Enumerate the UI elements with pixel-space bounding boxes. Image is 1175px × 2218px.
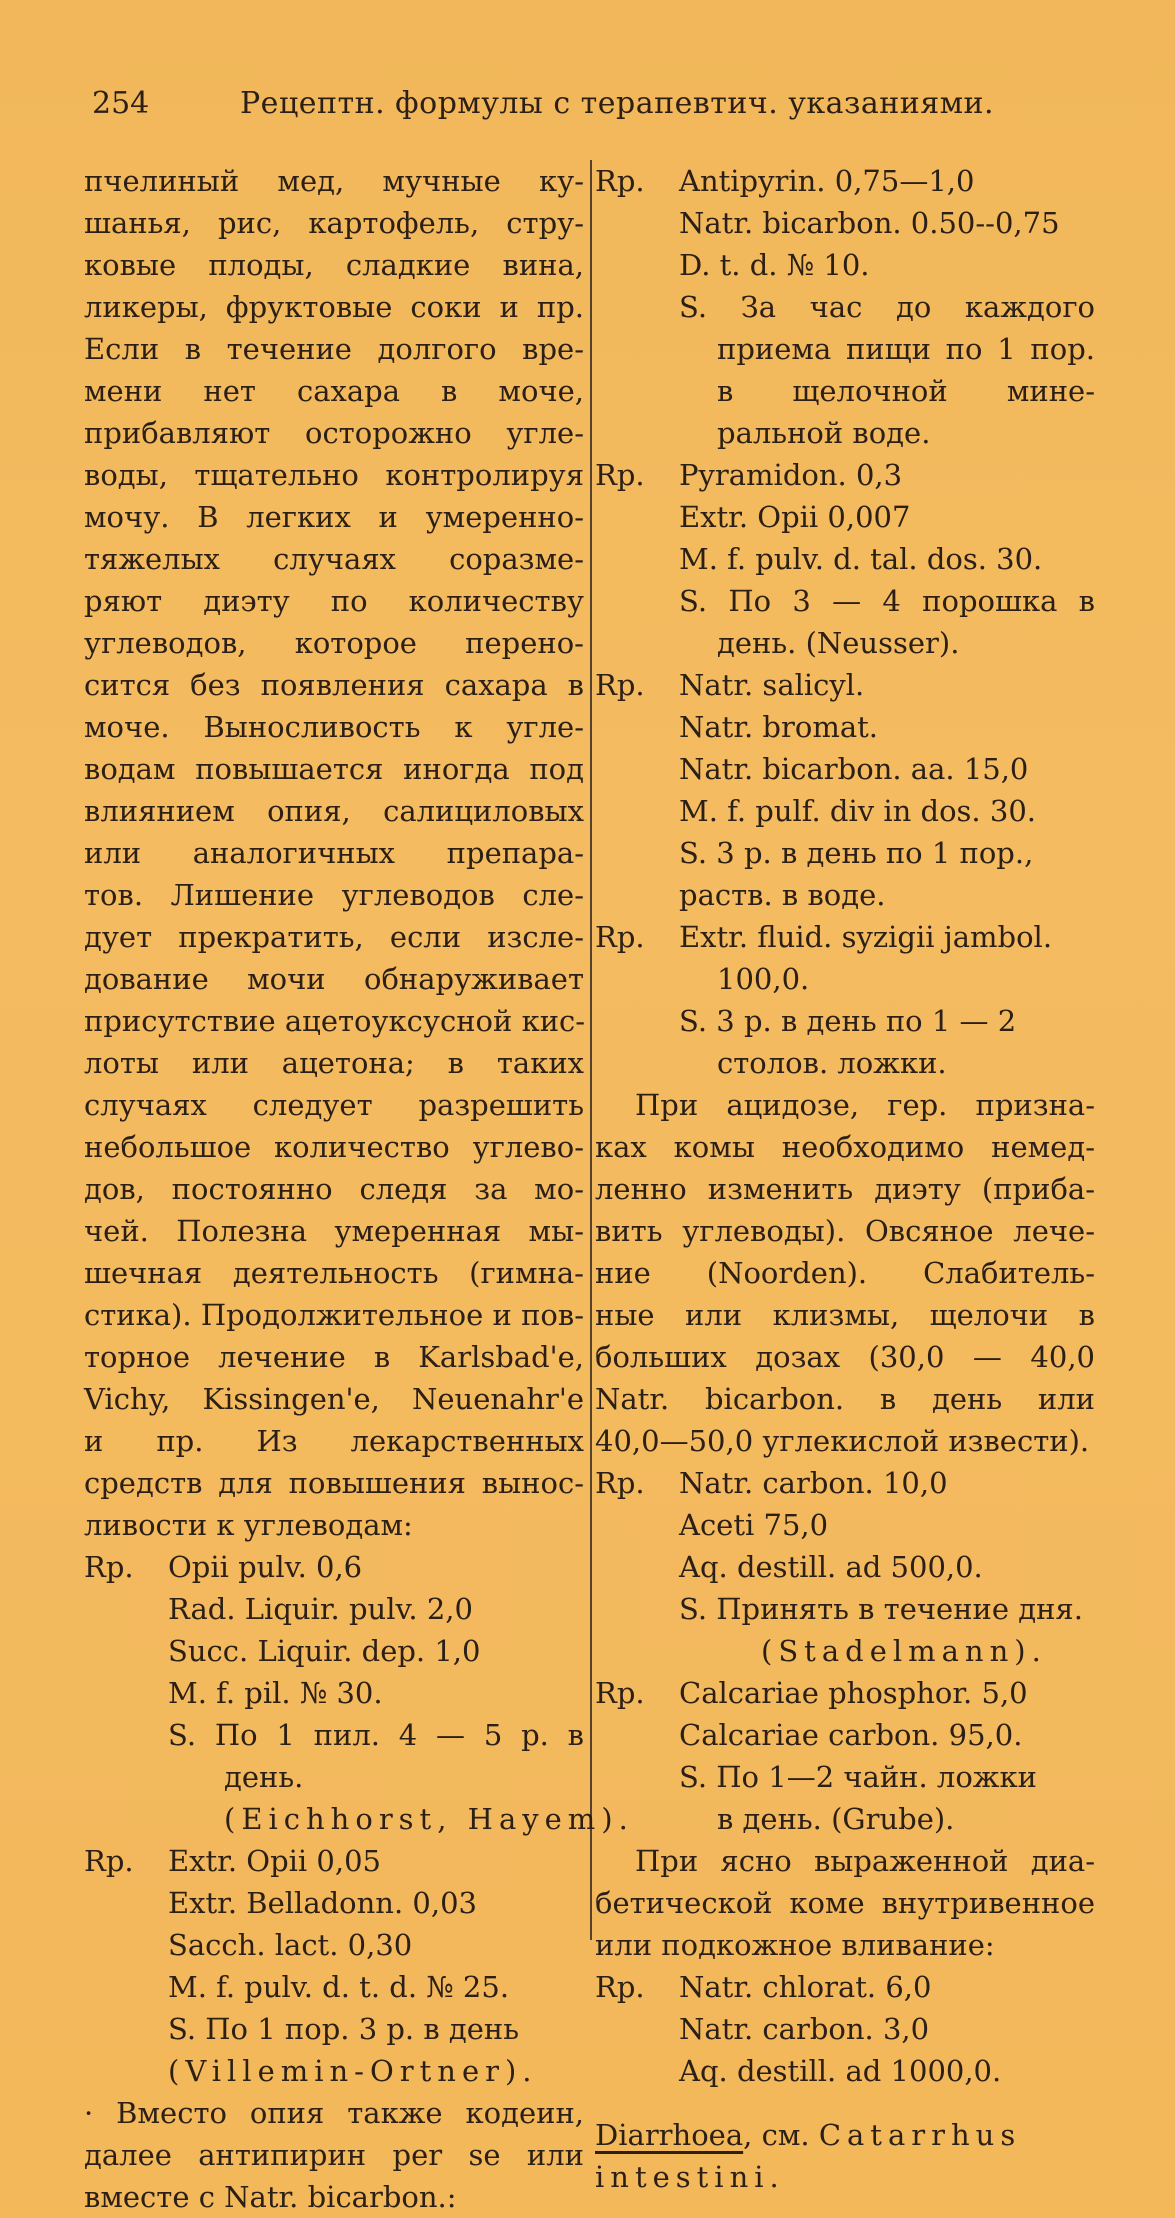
recipe-ingredient: Natr. bicarbon. 0.50--0,75 (679, 206, 1060, 240)
text-line: торное лечение в Karlsbad'e, (84, 1340, 584, 1374)
text-line: дование мочи обнаруживает (84, 962, 584, 996)
entry-reference: Catarrhus (818, 2118, 1022, 2152)
text-line: пчелиный мед, мучные ку- (84, 164, 584, 198)
recipe-label: Rp. (595, 1676, 645, 1710)
recipe-label: Rp. (595, 668, 645, 702)
recipe-ingredient: Aceti 75,0 (679, 1508, 829, 1542)
text-line: присутствие ацетоуксусной кис- (84, 1004, 586, 1038)
recipe-signature: приема пищи по 1 пор. (717, 332, 1095, 366)
text-line: прибавляют осторожно угле- (84, 416, 584, 450)
recipe-ingredient: M. f. pulf. div in dos. 30. (679, 794, 1036, 828)
recipe-ingredient: Natr. bromat. (679, 710, 878, 744)
text-line: При ясно выраженной диа- (635, 1844, 1095, 1878)
running-title: Рецептн. формулы с терапевтич. указаниями. (240, 86, 995, 121)
text-line: далее антипирин per se или (84, 2138, 584, 2172)
recipe-ingredient: 100,0. (717, 962, 810, 996)
recipe-label: Rp. (595, 920, 645, 954)
recipe-label: Rp. (595, 1466, 645, 1500)
text-line: тов. Лишение углеводов сле- (84, 878, 584, 912)
recipe-ingredient: Natr. carbon. 10,0 (679, 1466, 948, 1500)
text-line: больших дозах (30,0 — 40,0 (595, 1340, 1095, 1374)
recipe-ingredient: Natr. salicyl. (679, 668, 865, 702)
text-line: 40,0—50,0 углекислой извести). (595, 1424, 1090, 1458)
recipe-ingredient: Succ. Liquir. dep. 1,0 (168, 1634, 481, 1668)
text-line: ковые плоды, сладкие вина, (84, 248, 584, 282)
recipe-line (595, 454, 1095, 496)
recipe-ingredient: M. f. pulv. d. t. d. № 25. (168, 1970, 510, 2004)
text-line: влиянием опия, салициловых (84, 794, 584, 828)
recipe-ingredient: Opii pulv. 0,6 (168, 1550, 363, 1584)
left-column (84, 160, 634, 2218)
text-line: водам повышается иногда под (84, 752, 584, 786)
recipe-line (595, 664, 1095, 706)
text-line: ливости к углеводам: (84, 1508, 413, 1542)
recipe-author: (Stadelmann). (761, 1634, 1047, 1668)
recipe-ingredient: D. t. d. № 10. (679, 248, 870, 282)
recipe-ingredient: Extr. Belladonn. 0,03 (168, 1886, 477, 1920)
text-line: и пр. Из лекарственных (84, 1424, 584, 1458)
column-divider (590, 160, 592, 1940)
recipe-signature: в щелочной мине- (717, 374, 1095, 408)
recipe-ingredient: M. f. pil. № 30. (168, 1676, 383, 1710)
recipe-ingredient: Aq. destill. ad 1000,0. (679, 2054, 1002, 2088)
recipe-ingredient: Calcariae carbon. 95,0. (679, 1718, 1023, 1752)
right-column (595, 160, 1095, 2198)
text-line: лоты или ацетона; в таких (84, 1046, 584, 1080)
text-line: ряют диэту по количеству (84, 584, 584, 618)
entry-see: , см. (743, 2118, 810, 2152)
recipe-line (595, 1966, 1095, 2008)
recipe-ingredient: Natr. bicarbon. aa. 15,0 (679, 752, 1029, 786)
text-line: углеводов, которое перено- (84, 626, 584, 660)
text-line: бетической коме внутривенное (595, 1886, 1095, 1920)
recipe-ingredient: Natr. chlorat. 6,0 (679, 1970, 932, 2004)
text-line: случаях следует разрешить (84, 1088, 584, 1122)
text-line: ние (Noorden). Слабитель- (595, 1256, 1095, 1290)
recipe-signature: S. По 3 — 4 порошка в (679, 584, 1095, 618)
text-line: воды, тщательно контролируя (84, 458, 584, 492)
recipe-signature: ральной воде. (717, 416, 931, 450)
text-line: Vichy, Kissingen'e, Neuenahr'e (84, 1382, 584, 1416)
page-header (92, 86, 1102, 130)
recipe-line (84, 1546, 584, 1588)
text-line: вить углеводы). Овсяное лече- (595, 1214, 1095, 1248)
text-line: ленно изменить диэту (приба- (595, 1172, 1095, 1206)
text-line: ликеры, фруктовые соки и пр. (84, 290, 584, 324)
recipe-line (595, 916, 1095, 958)
recipe-label: Rp. (595, 1970, 645, 2004)
text-line: дов, постоянно следя за мо- (84, 1172, 584, 1206)
recipe-label: Rp. (84, 1550, 134, 1584)
text-line: шанья, рис, картофель, стру- (84, 206, 584, 240)
recipe-ingredient: Antipyrin. 0,75—1,0 (679, 164, 975, 198)
recipe-ingredient: Aq. destill. ad 500,0. (679, 1550, 983, 1584)
recipe-ingredient: Rad. Liquir. pulv. 2,0 (168, 1592, 473, 1626)
recipe-author: (Eichhorst, Hayem). (224, 1802, 634, 1836)
text-line: чей. Полезна умеренная мы- (84, 1214, 584, 1248)
text-line: При ацидозе, гер. призна- (635, 1088, 1095, 1122)
recipe-signature: S. По 1—2 чайн. ложки (679, 1760, 1037, 1794)
recipe-signature: S. По 1 пил. 4 — 5 р. в (168, 1718, 584, 1752)
recipe-signature: S. За час до каждого (679, 290, 1095, 324)
text-line: Если в течение долгого вре- (84, 332, 584, 366)
recipe-label: Rp. (84, 1844, 134, 1878)
recipe-label: Rp. (595, 164, 645, 198)
text-line: мени нет сахара в моче, (84, 374, 584, 408)
recipe-signature: S. Принять в течение дня. (679, 1592, 1083, 1626)
recipe-signature: в день. (Grube). (717, 1802, 955, 1836)
page-number: 254 (92, 86, 150, 121)
recipe-line (595, 1462, 1095, 1504)
text-line: · Вместо опия также кодеин, (84, 2096, 584, 2130)
text-line: Natr. bicarbon. в день или (595, 1382, 1095, 1416)
recipe-ingredient: Extr. Opii 0,007 (679, 500, 911, 534)
text-line: ные или клизмы, щелочи в (595, 1298, 1095, 1332)
recipe-signature: столов. ложки. (717, 1046, 947, 1080)
recipe-line (595, 160, 1095, 202)
entry-reference: intestini. (595, 2160, 785, 2194)
text-line: или аналогичных препара- (84, 836, 584, 870)
recipe-label: Rp. (595, 458, 645, 492)
recipe-ingredient: M. f. pulv. d. tal. dos. 30. (679, 542, 1043, 576)
recipe-line (595, 1672, 1095, 1714)
recipe-author: (Villemin-Ortner). (168, 2054, 538, 2088)
text-line: средств для повышения вынос- (84, 1466, 584, 1500)
recipe-signature: S. 3 р. в день по 1 — 2 (679, 1004, 1017, 1038)
recipe-ingredient: Sacch. lact. 0,30 (168, 1928, 413, 1962)
text-line: сится без появления сахара в (84, 668, 584, 702)
text-line: тяжелых случаях соразме- (84, 542, 584, 576)
recipe-signature: день. (224, 1760, 304, 1794)
text-line: небольшое количество углево- (84, 1130, 584, 1164)
text-line: стика). Продолжительное и пов- (84, 1298, 584, 1332)
text-line: ках комы необходимо немед- (595, 1130, 1095, 1164)
recipe-signature: день. (Neusser). (717, 626, 960, 660)
recipe-line (84, 1840, 584, 1882)
recipe-ingredient: Extr. Opii 0,05 (168, 1844, 381, 1878)
text-line: шечная деятельность (гимна- (84, 1256, 584, 1290)
text-line: мочу. В легких и умеренно- (84, 500, 584, 534)
recipe-ingredient: Natr. carbon. 3,0 (679, 2012, 930, 2046)
recipe-ingredient: Extr. fluid. syzigii jambol. (679, 920, 1053, 954)
text-line: дует прекратить, если изсле- (84, 920, 584, 954)
recipe-signature: раств. в воде. (679, 878, 886, 912)
entry-term: Diarrhoea (595, 2118, 744, 2152)
dictionary-entry (595, 2114, 1095, 2156)
text-line: моче. Выносливость к угле- (84, 710, 584, 744)
text-line: вместе с Natr. bicarbon.: (84, 2180, 457, 2214)
recipe-ingredient: Calcariae phosphor. 5,0 (679, 1676, 1028, 1710)
recipe-ingredient: Pyramidon. 0,3 (679, 458, 903, 492)
recipe-signature: S. По 1 пор. 3 р. в день (168, 2012, 520, 2046)
text-line: или подкожное вливание: (595, 1928, 995, 1962)
recipe-signature: S. 3 р. в день по 1 пор., (679, 836, 1034, 870)
